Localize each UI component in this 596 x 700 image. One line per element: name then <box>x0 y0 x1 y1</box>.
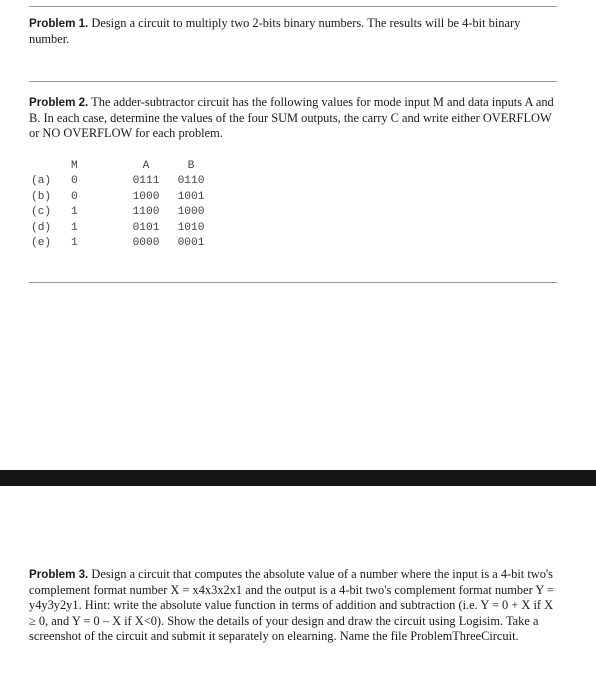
row-m: 0 <box>71 190 78 203</box>
row-a: 0000 <box>132 237 160 250</box>
problem-3-label: Problem 3. <box>29 568 89 581</box>
header-a: A <box>142 159 150 172</box>
table-row <box>31 205 211 221</box>
row-label: (a) <box>31 175 52 188</box>
problem-2-text: The adder-subtractor circuit has the following values for mode input M and data inputs A and B. In each case, determine the values of the four SUM outputs, the carry C and write either OVERFLOW or NO OVERFLOW for each problem. <box>29 95 554 140</box>
top-divider <box>29 6 557 7</box>
table-row <box>31 189 211 205</box>
row-b: 1001 <box>177 190 205 203</box>
mode-input-table <box>31 158 211 251</box>
row-a: 0111 <box>132 175 160 188</box>
divider-2 <box>29 282 557 283</box>
row-b: 1010 <box>177 221 205 234</box>
row-m: 1 <box>71 221 78 234</box>
table-row <box>31 220 211 236</box>
problem-3-text: Design a circuit that computes the absolute value of a number where the input is a 4-bit two's complement format number X = x4x3x2x1 and the output is a 4-bit two's complement format number Y = y4y3y2y1. Hint: write the absolute value function in terms of addition and subtraction (i.e. Y = 0 + X if X ≥ 0, and Y = 0 – X if X<0). Show the details of your design and draw the circuit using Logisim. Take a screenshot of the circuit and submit it separately on elearning. Name the file ProblemThreeCircuit. <box>29 567 554 643</box>
header-b: B <box>187 159 195 172</box>
row-m: 0 <box>71 175 78 188</box>
row-label: (c) <box>31 206 52 219</box>
problem-2-label: Problem 2. <box>29 96 89 109</box>
page-separator-band <box>0 470 596 486</box>
row-label: (d) <box>31 221 52 234</box>
table-row <box>31 174 211 190</box>
row-m: 1 <box>71 206 78 219</box>
row-a: 0101 <box>132 221 160 234</box>
table-row <box>31 236 211 252</box>
row-b: 0001 <box>177 237 205 250</box>
row-label: (e) <box>31 237 52 250</box>
problem-1-label: Problem 1. <box>29 17 89 30</box>
problem-1-text: Design a circuit to multiply two 2-bits binary numbers. The results will be 4-bit binary number. <box>29 16 521 46</box>
row-m: 1 <box>71 237 78 250</box>
row-a: 1000 <box>132 190 160 203</box>
row-b: 1000 <box>177 206 205 219</box>
problem-1 <box>29 16 557 47</box>
table-header-row <box>31 158 211 174</box>
row-a: 1100 <box>132 206 160 219</box>
divider-1 <box>29 81 557 82</box>
problem-3 <box>29 567 557 645</box>
header-m: M <box>71 159 78 172</box>
problem-2 <box>29 95 557 142</box>
row-label: (b) <box>31 190 52 203</box>
row-b: 0110 <box>177 175 205 188</box>
